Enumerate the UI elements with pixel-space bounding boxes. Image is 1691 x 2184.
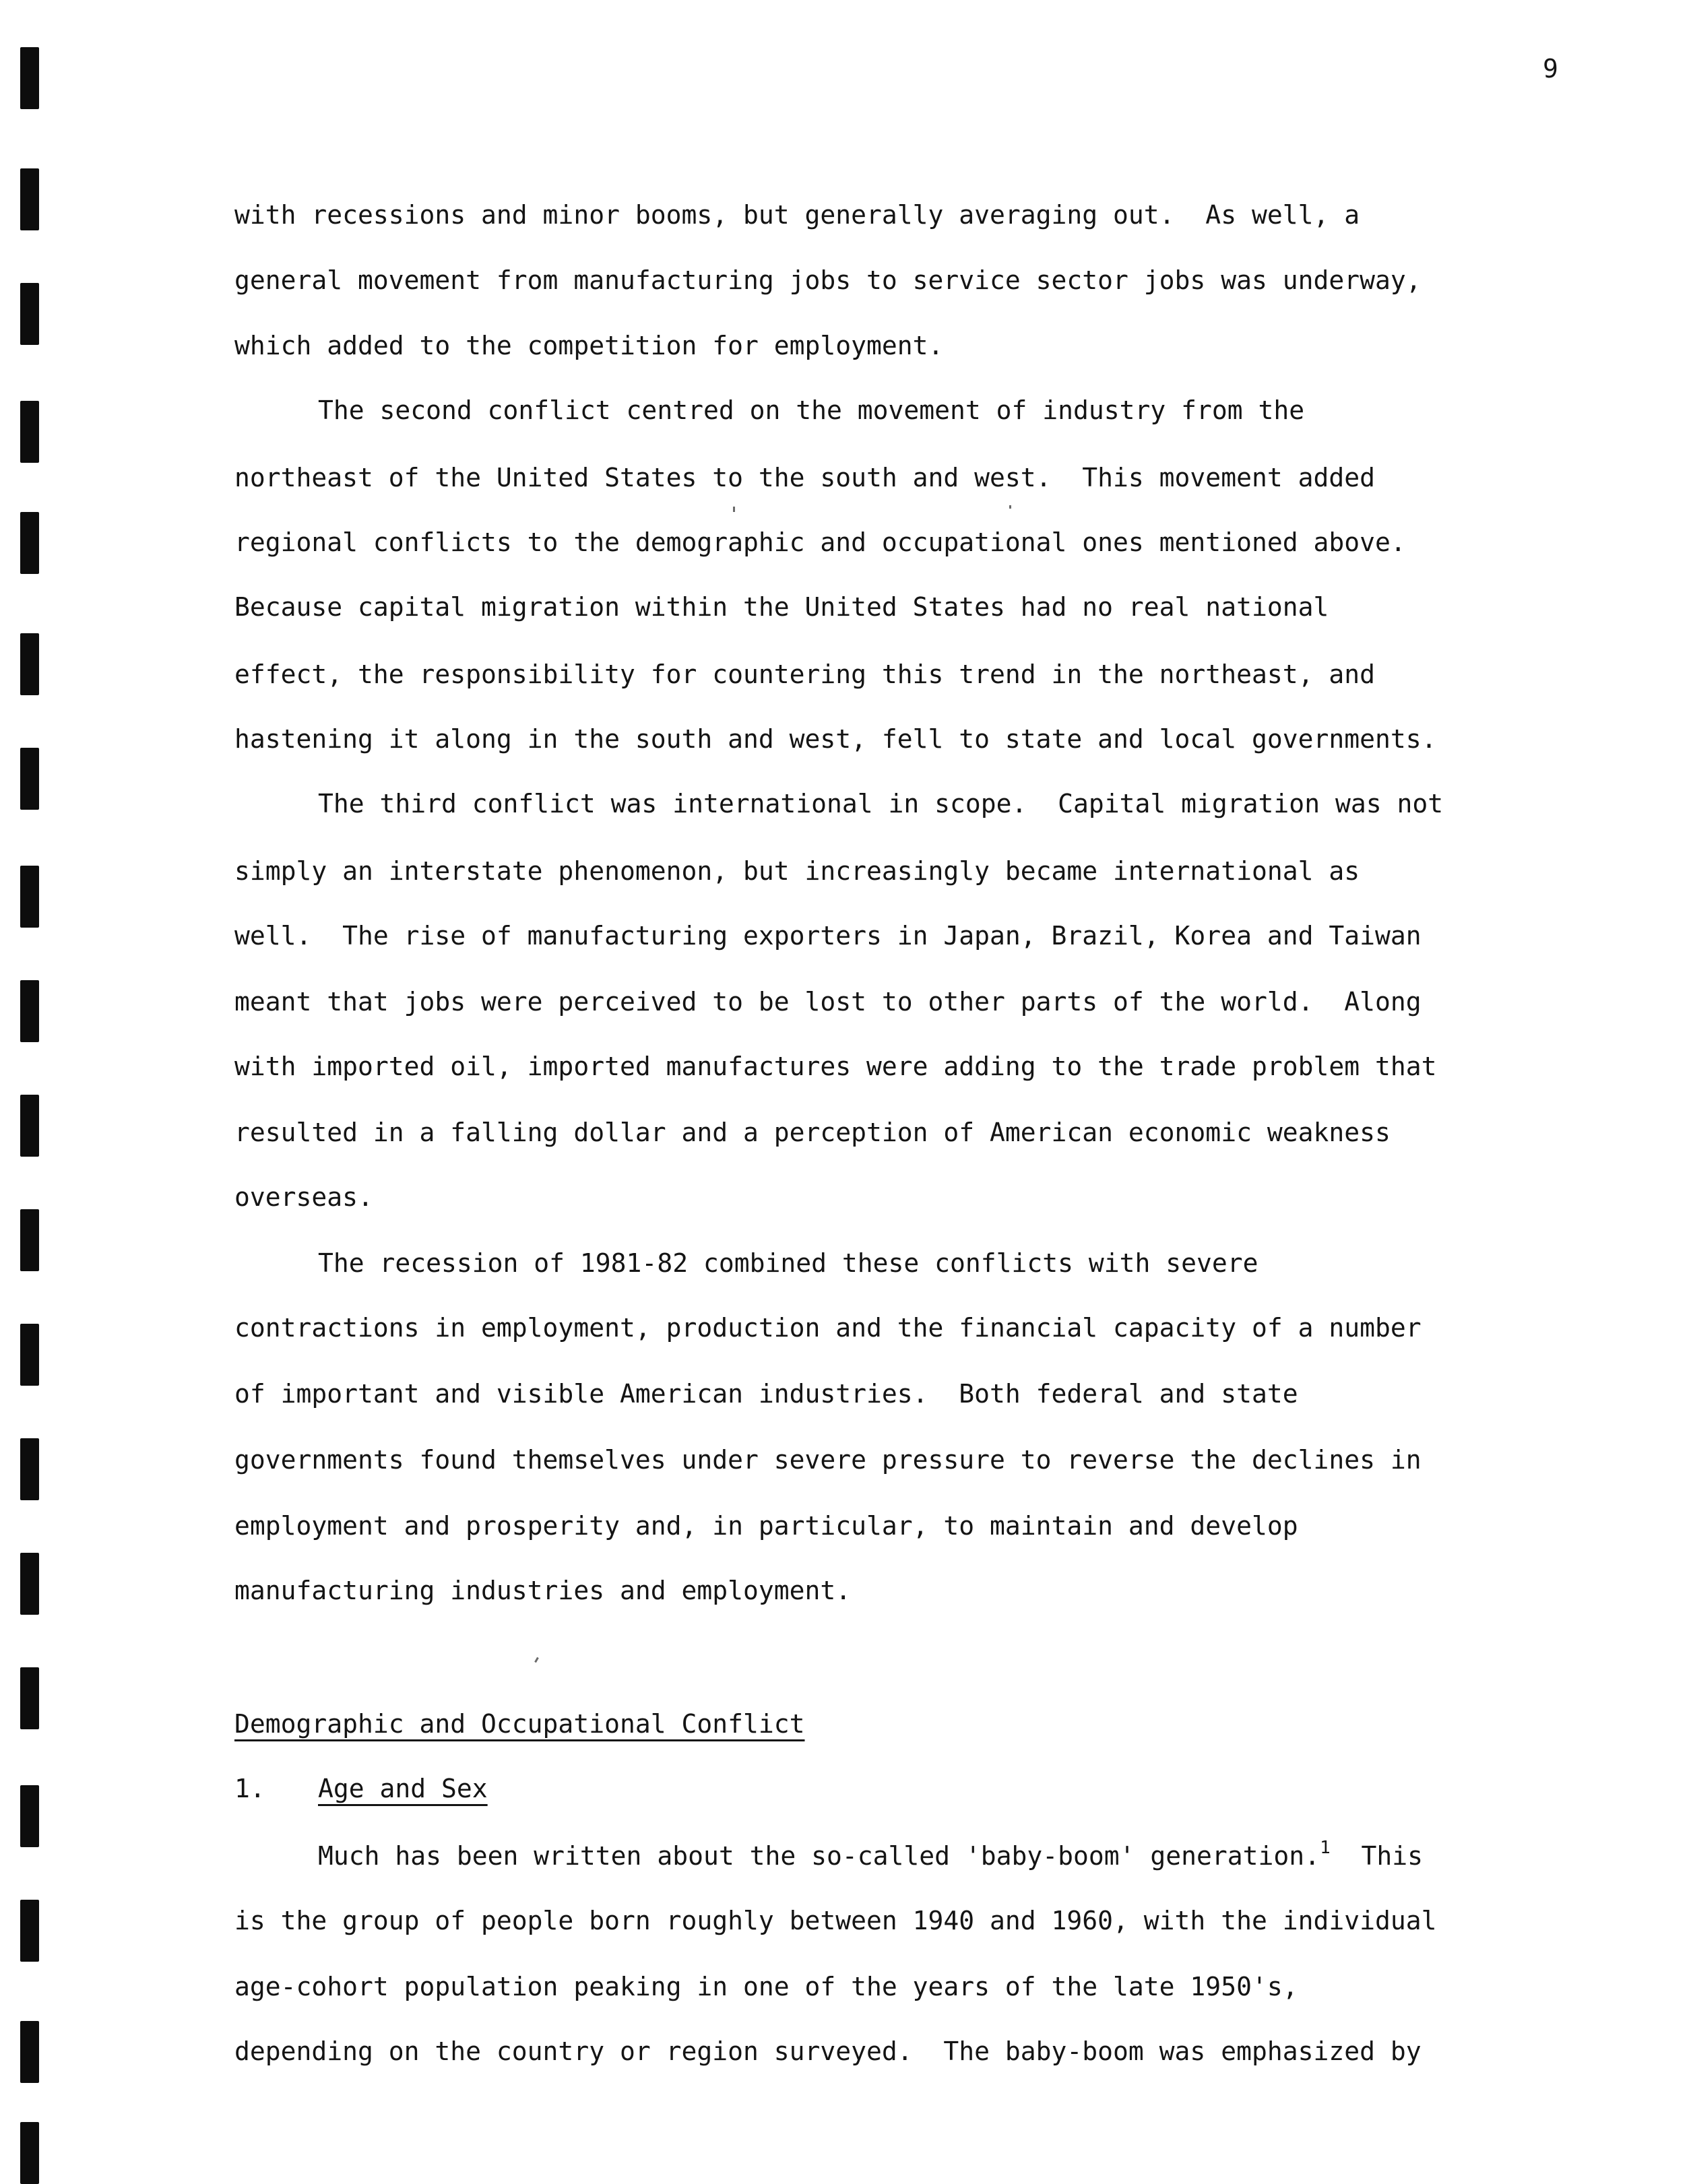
- body-line: The recession of 1981-82 combined these conflicts with severe: [318, 1248, 1258, 1278]
- binding-mark: [20, 1438, 39, 1500]
- body-line-tail: This: [1330, 1841, 1424, 1871]
- binding-mark: [20, 1900, 39, 1962]
- body-line: manufacturing industries and employment.: [234, 1576, 852, 1605]
- body-line: with imported oil, imported manufactures were adding to the trade problem that: [234, 1052, 1437, 1081]
- subsection-number: 1.: [234, 1774, 265, 1803]
- binding-mark: [20, 1553, 39, 1615]
- body-line: effect, the responsibility for countering this trend in the northeast, and: [234, 660, 1375, 689]
- body-line: which added to the competition for employment.: [234, 331, 944, 360]
- body-line: overseas.: [234, 1182, 373, 1212]
- binding-mark: [20, 1209, 39, 1271]
- binding-mark: [20, 1324, 39, 1386]
- body-line: resulted in a falling dollar and a perception of American economic weakness: [234, 1118, 1391, 1147]
- binding-mark: [20, 748, 39, 810]
- body-line: northeast of the United States to the south and west. This movement added: [234, 463, 1375, 492]
- body-line: Because capital migration within the United States had no real national: [234, 592, 1329, 622]
- binding-mark: [20, 401, 39, 463]
- body-line: is the group of people born roughly between 1940 and 1960, with the individual: [234, 1906, 1437, 1935]
- section-heading: Demographic and Occupational Conflict: [234, 1709, 805, 1739]
- scan-speck: [1009, 505, 1011, 509]
- body-line: meant that jobs were perceived to be lost to other parts of the world. Along: [234, 987, 1422, 1017]
- body-line: employment and prosperity and, in particular, to maintain and develop: [234, 1511, 1298, 1541]
- page-number: 9: [1543, 54, 1558, 84]
- binding-mark: [20, 2021, 39, 2083]
- body-line: depending on the country or region surveyed. The baby-boom was emphasized by: [234, 2036, 1422, 2066]
- body-line: of important and visible American industries. Both federal and state: [234, 1379, 1298, 1409]
- body-line: general movement from manufacturing jobs to service sector jobs was underway,: [234, 265, 1422, 295]
- binding-mark: [20, 633, 39, 695]
- binding-mark: [20, 1095, 39, 1157]
- body-line-text: Much has been written about the so-called 'baby-boom' generation.: [318, 1841, 1320, 1871]
- footnote-reference: 1: [1320, 1838, 1331, 1858]
- body-line: The third conflict was international in scope. Capital migration was not: [318, 789, 1444, 818]
- body-line: simply an interstate phenomenon, but increasingly became international as: [234, 856, 1360, 886]
- binding-mark: [20, 512, 39, 574]
- scan-speck: [733, 507, 735, 512]
- binding-mark: [20, 2122, 39, 2184]
- body-line: age-cohort population peaking in one of the years of the late 1950's,: [234, 1972, 1298, 2001]
- binding-mark: [20, 1667, 39, 1729]
- binding-mark: [20, 168, 39, 230]
- binding-mark: [20, 47, 39, 109]
- body-line: well. The rise of manufacturing exporters in Japan, Brazil, Korea and Taiwan: [234, 921, 1422, 951]
- body-line: regional conflicts to the demographic and occupational ones mentioned above.: [234, 527, 1406, 557]
- body-line: [318, 1838, 1424, 1871]
- body-line: governments found themselves under severe pressure to reverse the declines in: [234, 1445, 1422, 1475]
- binding-mark: [20, 1785, 39, 1847]
- subsection-heading: Age and Sex: [318, 1774, 488, 1803]
- binding-mark: [20, 866, 39, 928]
- scan-speck: [534, 1657, 539, 1663]
- binding-marks: [0, 0, 54, 2179]
- binding-mark: [20, 283, 39, 345]
- body-line: The second conflict centred on the movement of industry from the: [318, 395, 1305, 425]
- body-line: contractions in employment, production and the financial capacity of a number: [234, 1313, 1422, 1343]
- body-line: hastening it along in the south and west, fell to state and local governments.: [234, 724, 1437, 754]
- binding-mark: [20, 980, 39, 1042]
- body-line: with recessions and minor booms, but generally averaging out. As well, a: [234, 200, 1360, 230]
